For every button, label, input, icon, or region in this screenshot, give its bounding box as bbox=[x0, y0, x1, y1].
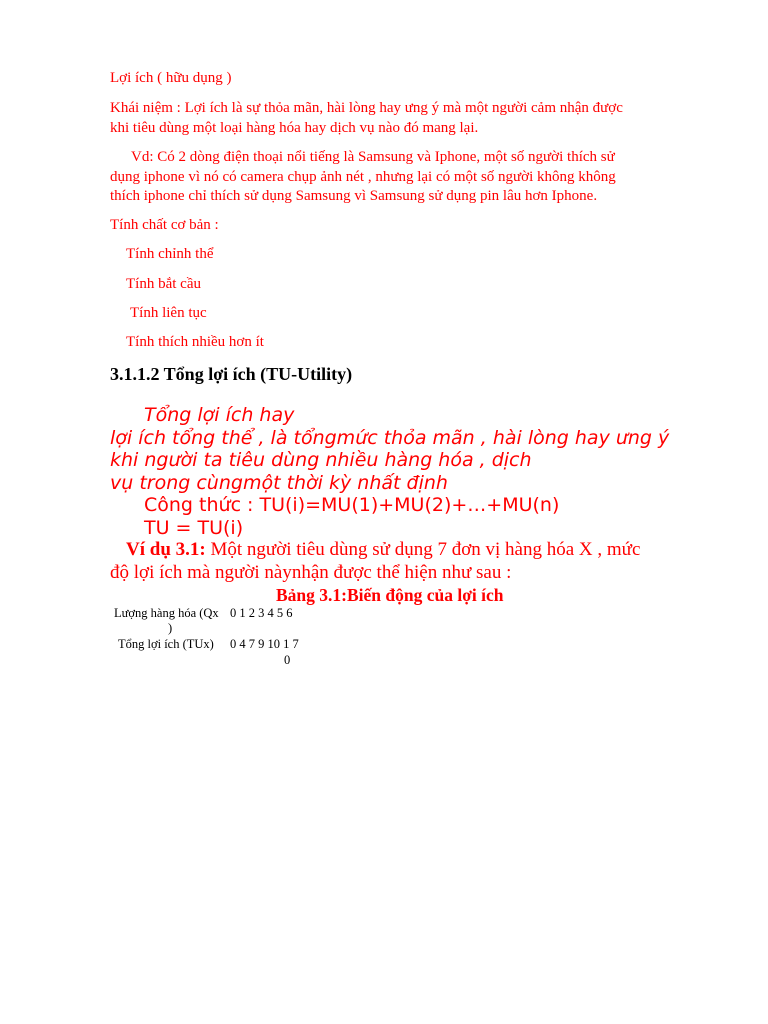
section-heading-tu: 3.1.1.2 Tổng lợi ích (TU-Utility) bbox=[110, 364, 353, 384]
formula-line-2: TU = TU(i) bbox=[144, 517, 244, 539]
formula-line-1: Công thức : TU(i)=MU(1)+MU(2)+…+MU(n) bbox=[144, 494, 560, 516]
concept-line-2: khi tiêu dùng một loại hàng hóa hay dịch vụ nào đó mang lại. bbox=[110, 120, 479, 136]
property-item: Tính bắt cầu bbox=[126, 276, 201, 292]
example-label: Ví dụ 3.1: bbox=[126, 539, 206, 560]
example-text: Một người tiêu dùng sử dụng 7 đơn vị hàng hóa X , mức bbox=[205, 539, 641, 560]
table-row-total-values-wrap: 0 bbox=[284, 653, 291, 667]
example-3-1 bbox=[126, 539, 640, 562]
definition-line-1: Tổng lợi ích hay bbox=[144, 404, 295, 426]
table-row-total-label: Tổng lợi ích (TUx) bbox=[118, 637, 214, 651]
property-item: Tính thích nhiều hơn ít bbox=[126, 334, 264, 350]
definition-line-3: khi người ta tiêu dùng nhiều hàng hóa , dịch bbox=[110, 449, 532, 471]
definition-line-2: lợi ích tổng thể , là tổngmức thỏa mãn , hài lòng hay ưng ý bbox=[110, 427, 670, 449]
properties-title: Tính chất cơ bản : bbox=[110, 217, 219, 233]
table-title: Bảng 3.1:Biến động của lợi ích bbox=[276, 585, 504, 605]
concept-line-1: Khái niệm : Lợi ích là sự thỏa mãn, hài lòng hay ưng ý mà một người cảm nhận được bbox=[110, 100, 623, 116]
example-line-2: dụng iphone vì nó có camera chụp ảnh nét , nhưng lại có một số người không không bbox=[110, 169, 616, 185]
definition-line-4: vụ trong cùngmột thời kỳ nhất định bbox=[110, 472, 448, 494]
table-row-total-values: 0 4 7 9 10 1 7 bbox=[230, 637, 299, 651]
property-item: Tính chỉnh thể bbox=[126, 246, 214, 262]
table-row-quantity-values: 0 1 2 3 4 5 6 bbox=[230, 606, 293, 620]
example-line-1: Vd: Có 2 dòng điện thoại nổi tiếng là Samsung và Iphone, một số người thích sử bbox=[131, 149, 615, 165]
section-heading-utility: Lợi ích ( hữu dụng ) bbox=[110, 70, 232, 86]
property-item: Tính liên tục bbox=[130, 305, 207, 321]
table-row-quantity-label-wrap: ) bbox=[168, 621, 173, 635]
example-line-3: thích iphone chỉ thích sử dụng Samsung vì Samsung sử dụng pin lâu hơn Iphone. bbox=[110, 188, 598, 204]
table-row-quantity-label: Lượng hàng hóa (Qx bbox=[114, 606, 219, 620]
example-3-1-line-2: độ lợi ích mà người nàynhận được thể hiện như sau : bbox=[110, 562, 512, 583]
